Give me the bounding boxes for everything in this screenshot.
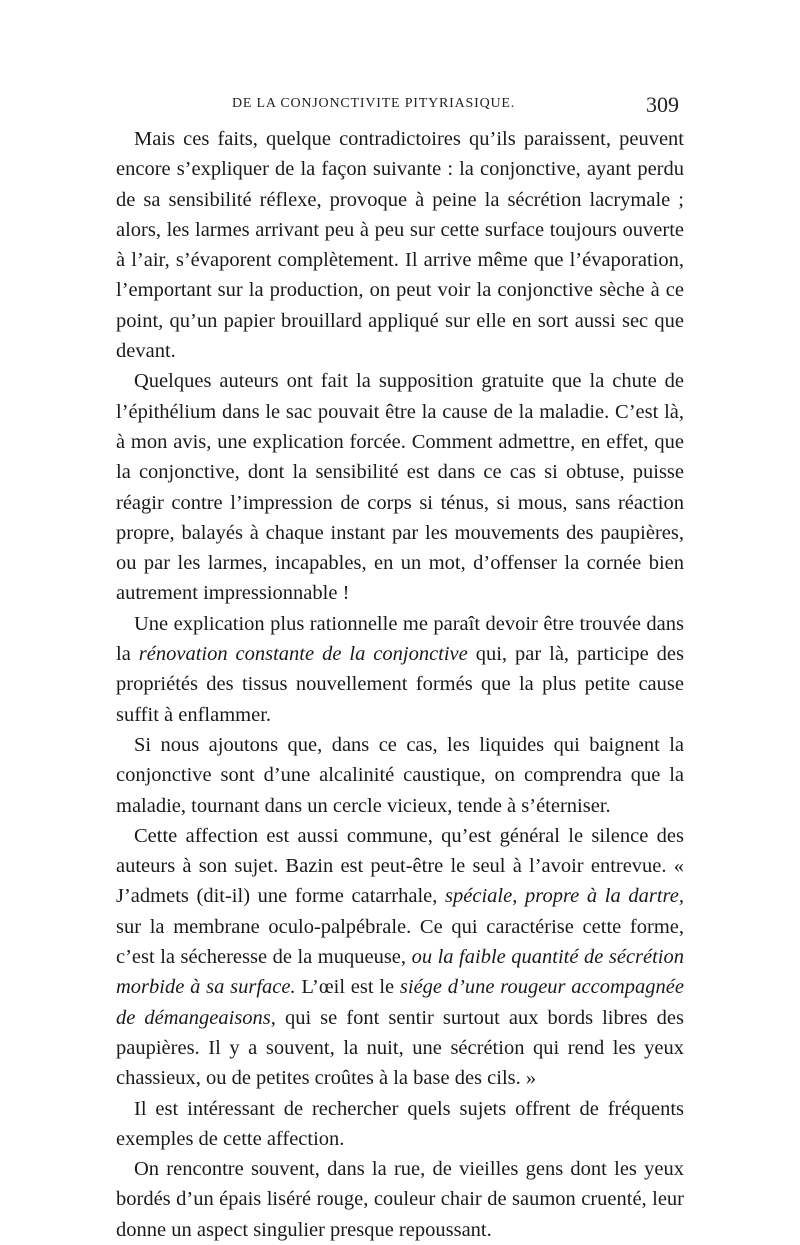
text-segment: Une explication plus rationnelle me paraît devoir être trouvée dans la [116,612,684,666]
text-segment: L’œil est le [295,976,400,999]
paragraph [116,124,684,366]
italic-text: rénovation constante de la conjonctive [138,643,468,666]
paragraph [116,609,684,730]
page-number: 309 [646,92,679,117]
text-segment: Quelques auteurs ont fait la supposition gratuite que la chute de l’épithélium dans le sac pouvait être la cause de la maladie. C’est là, à mon avis, une explication forcée. Comment admettre, en effet, que la conjonctive, dont la sensibilité est dans ce cas si obtuse, puisse réagir contre l’impression de corps si ténus, si mous, sans réaction propre, balayés à chaque instant par les mouvements des paupières, ou par les larmes, incapables, en un mot, d’offenser la cornée bien autrement impressionnable ! [116,370,684,605]
italic-text: spéciale, propre à la dartre, [445,885,684,908]
paragraph [116,730,684,821]
text-segment: Mais ces faits, quelque contradictoires qu’ils paraissent, peuvent encore s’expliquer de la façon suivante : la conjonctive, ayant perdu de sa sensibilité réflexe, provoque à peine la sécrétion lacrymale ; alors, les larmes arrivant peu à peu sur cette surface toujours ouverte à l’air, s’évaporent complètement. Il arrive même que l’évaporation, l’emportant sur la production, on peut voir la conjonctive sèche à ce point, qu’un papier brouillard appliqué sur elle en sort aussi sec que devant. [116,128,684,363]
text-segment: Si nous ajoutons que, dans ce cas, les liquides qui baignent la conjonctive sont d’une alcalinité caustique, on comprendra que la maladie, tournant dans un cercle vicieux, tende à s’éterniser. [116,733,684,817]
paragraph [116,821,684,1094]
paragraph [116,1094,684,1155]
text-segment: On rencontre souvent, dans la rue, de vieilles gens dont les yeux bordés d’un épais liséré rouge, couleur chair de saumon cruenté, leur donne un aspect singulier presque repoussant. [116,1158,684,1241]
text-segment: Cette affection est aussi commune, qu’est général le silence des auteurs à son sujet. Bazin est peut-être le seul à l’avoir entrevue. « J’admets (dit-il) une forme catarrhale, [116,824,684,908]
text-segment: Il est intéressant de rechercher quels sujets offrent de fréquents exemples de cette affection. [116,1097,684,1150]
italic-text: siége d’une rougeur accompagnée de démangeaisons, [116,976,685,1029]
text-segment: sur la membrane oculo-palpébrale. Ce qui caractérise cette forme, c’est la sécheresse de la muqueuse, [116,915,684,969]
text-segment: qui, par là, participe des propriétés des tissus nouvellement formés que la plus petite cause suffit à enflammer. [116,643,685,726]
paragraph [116,366,684,608]
text-segment: qui se font sentir surtout aux bords libres des paupières. Il y a souvent, la nuit, une sécrétion qui rend les yeux chassieux, ou de petites croûtes à la base des cils. » [116,1006,684,1090]
paragraph [116,1154,684,1245]
italic-text: ou la faible quantité de sécrétion morbide à sa surface. [116,946,685,999]
running-title: DE LA CONJONCTIVITE PITYRIASIQUE. [232,96,516,111]
body-text [116,124,684,1245]
